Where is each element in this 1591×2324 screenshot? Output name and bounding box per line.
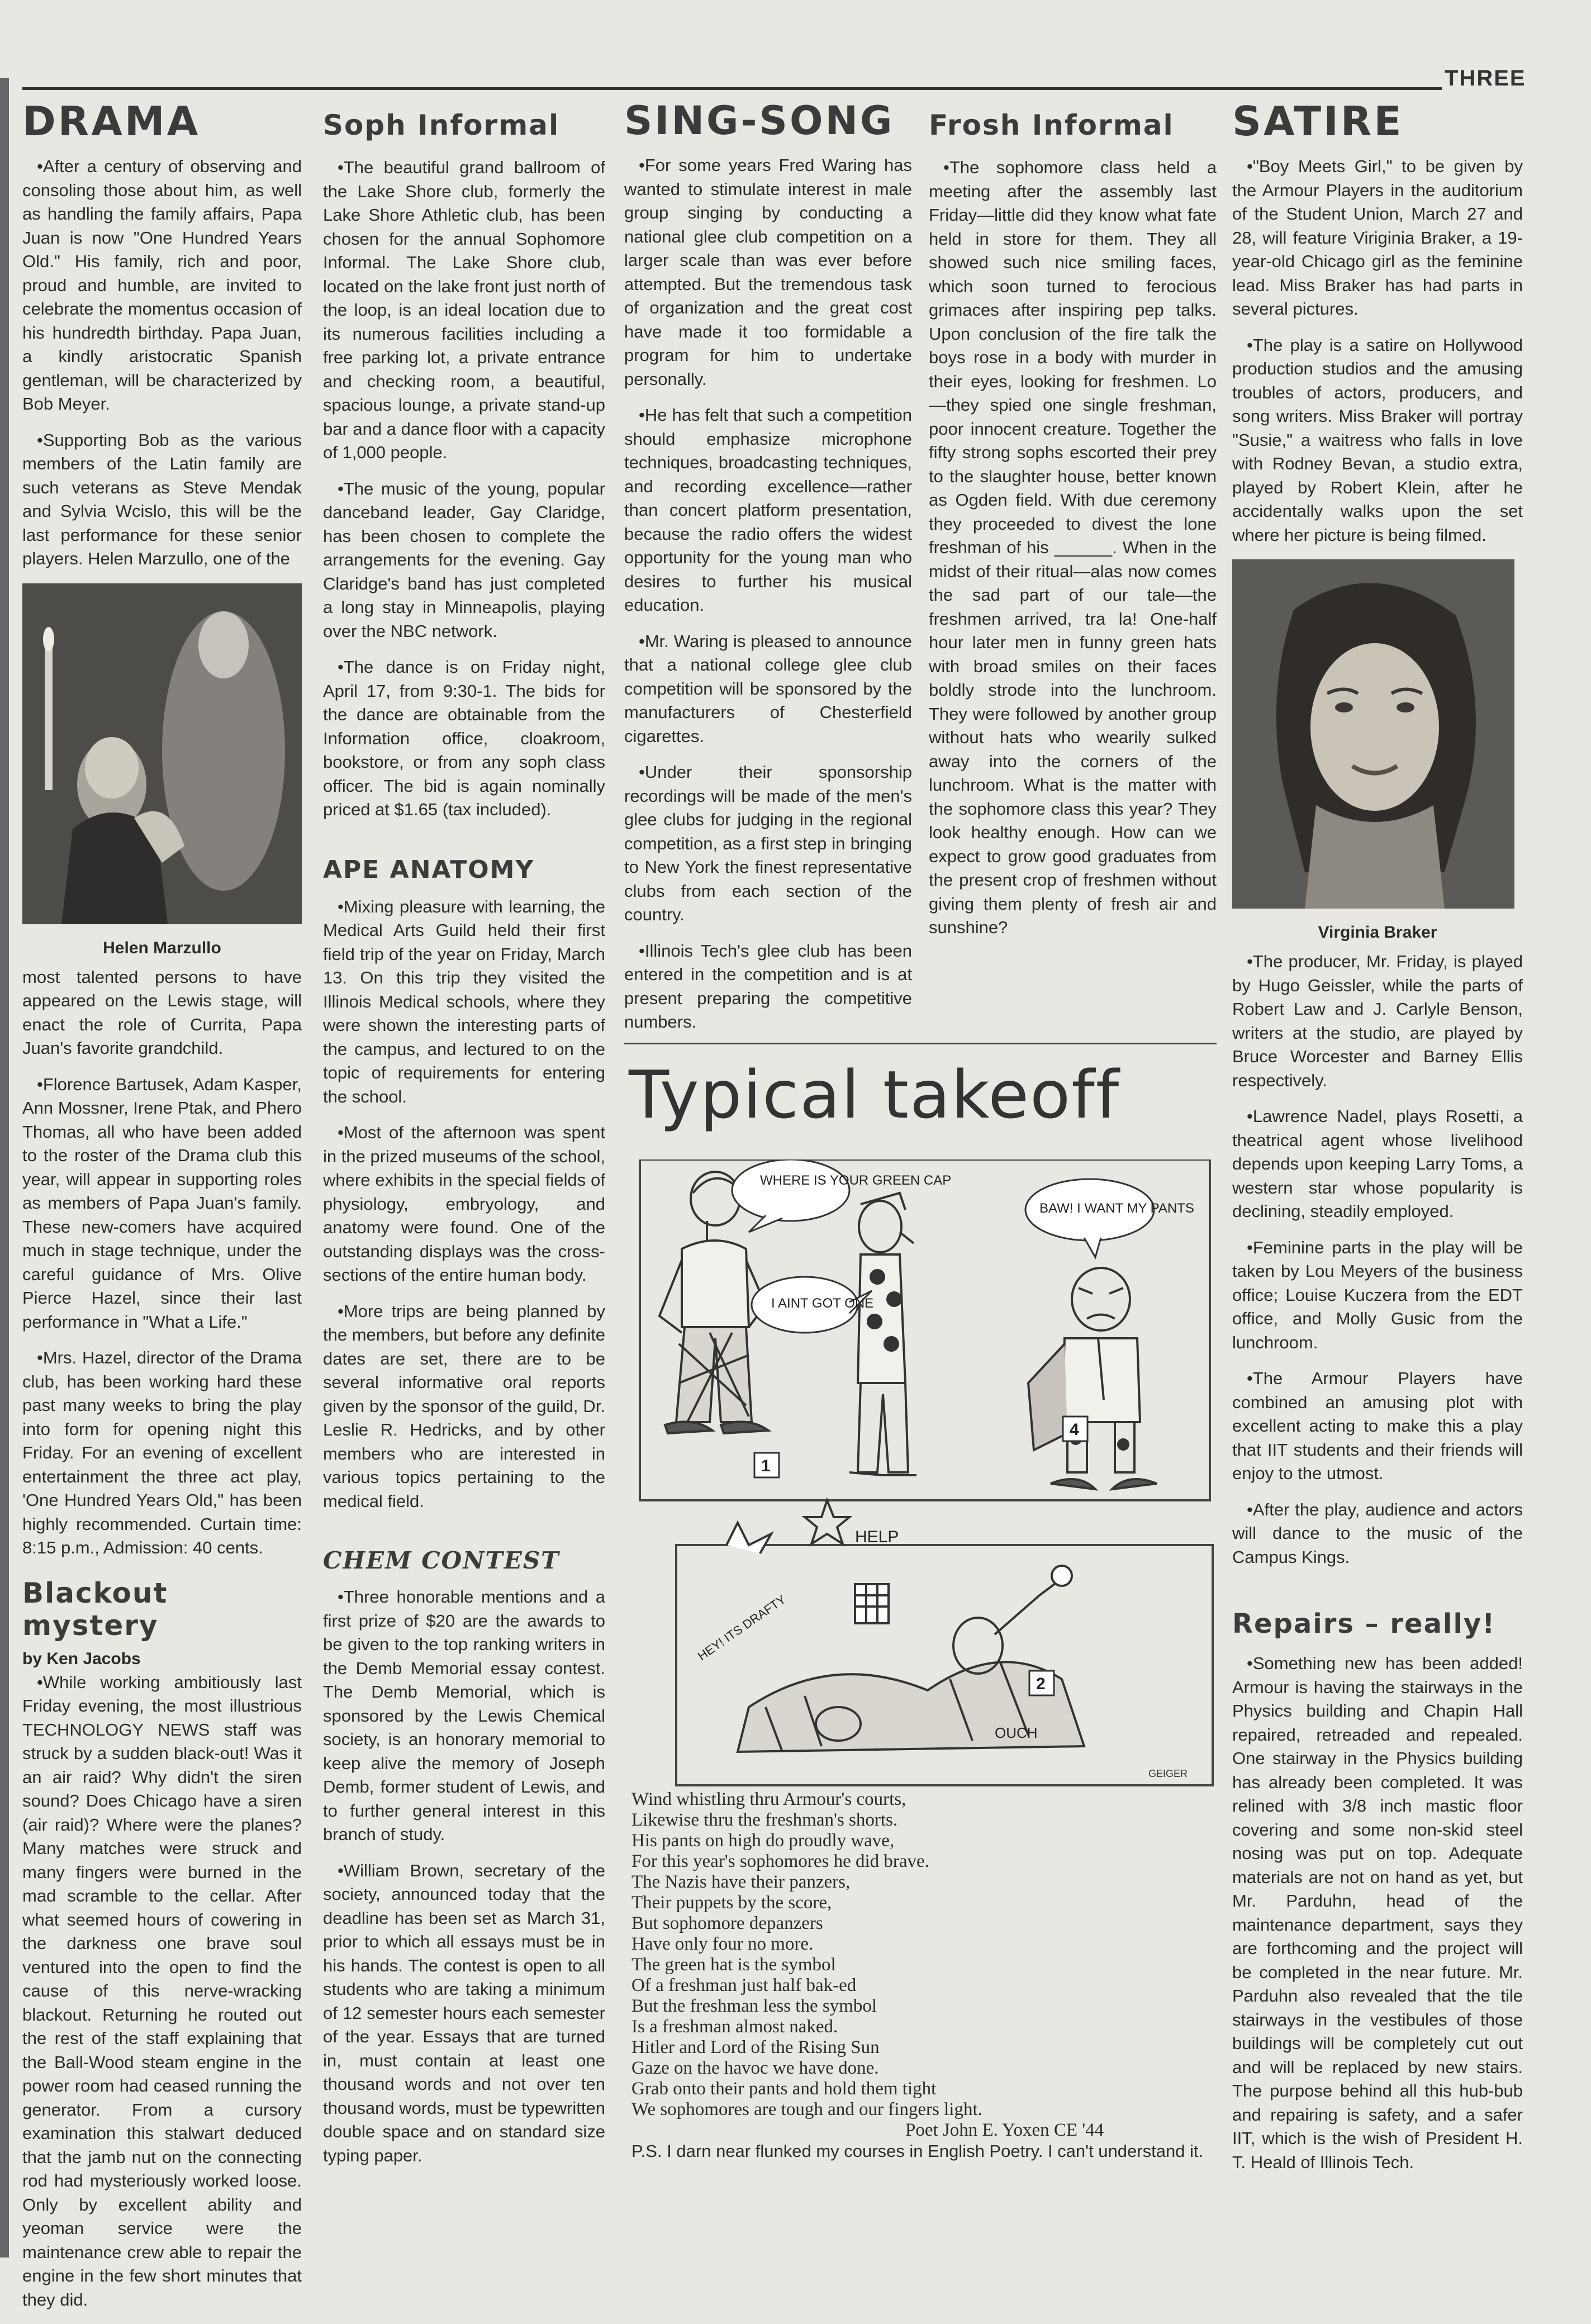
- blackout-heading: Blackout mystery: [22, 1576, 168, 1642]
- photo-caption: Virginia Braker: [1318, 923, 1437, 942]
- postscript: P.S. I darn near flunked my courses in English Poetry. I can't understand it.: [631, 2141, 1204, 2161]
- poem-line: Wind whistling thru Armour's courts,: [631, 1789, 906, 1809]
- chem-contest-heading: CHEM CONTEST: [323, 1547, 560, 1574]
- bubble-text: [760, 1173, 951, 1188]
- drama-heading: DRAMA: [22, 98, 201, 145]
- panel-number: 2: [1036, 1675, 1046, 1693]
- soph-paragraph: •The dance is on Friday night, April 17, from 9:30-1. The bids for the dance are obtainable from the Information office, cloakroom, bookstore, or from any soph class officer. The bid is again nominally priced at $1.65 (tax included).: [323, 657, 605, 819]
- sing-song-heading: SING-SONG: [624, 98, 895, 144]
- byline: by Ken Jacobs: [22, 1649, 141, 1668]
- ape-anatomy-heading: APE ANATOMY: [323, 855, 535, 884]
- poem-line: The green hat is the symbol: [631, 1955, 836, 1975]
- repairs-heading: Repairs – really!: [1232, 1608, 1496, 1639]
- cartoon-drafty: HEY! ITS DRAFTY: [695, 1592, 789, 1664]
- panel-number: 4: [1070, 1420, 1079, 1439]
- drama-paragraph: most talented persons to have appeared on the Lewis stage, will enact the role of Currita, Papa Juan's favorite grandchild.: [22, 967, 302, 1058]
- poem-line: Their puppets by the score,: [631, 1893, 832, 1913]
- poem-line: Have only four no more.: [631, 1934, 814, 1954]
- poem: [631, 1789, 1218, 2162]
- column-soph: [323, 109, 605, 2180]
- singsong-paragraph: •Under their sponsorship recordings will be made of the men's glee clubs for judging in the regional competition, as a first step in bringing to New York the finest representative clubs from each section of the country.: [624, 762, 912, 924]
- singsong-paragraph: •For some years Fred Waring has wanted to stimulate interest in male group singing by conducting a national glee club competition on a larger scale than was ever before attempted. But the tremendous task of organization and the great cost have made it too formidable a program for him to undertake personally.: [624, 155, 912, 389]
- cartoon-ouch: OUCH: [995, 1724, 1038, 1741]
- poem-line: Of a freshman just half bak-ed: [631, 1975, 857, 1995]
- chem-paragraph: •Three honorable mentions and a first prize of $20 are the awards to be given to the top ranking writers in the Demb Memorial essay contest. The Demb Memorial, which is sponsored by the Lewis Chemical society, is an honorary memorial to keep alive the memory of Joseph Demb, former student of Lewis, and to further general interest in this branch of study.: [323, 1587, 605, 1844]
- poem-line: Is a freshman almost naked.: [631, 2017, 838, 2037]
- bubble-where: WHERE IS YOUR GREEN CAP: [760, 1173, 952, 1188]
- singsong-paragraph: •Mr. Waring is pleased to announce that a national college glee club competition will be sponsored by the manufacturers of Chesterfield cigarettes.: [624, 631, 912, 746]
- satire-paragraph: •After the play, audience and actors will dance to the music of the Campus Kings.: [1232, 1499, 1523, 1567]
- section-divider: [624, 1043, 1217, 1044]
- poem-line: Hitler and Lord of the Rising Sun: [631, 2037, 880, 2057]
- blackout-paragraph: •While working ambitiously last Friday evening, the most illustrious TECHNOLOGY NEWS staff was struck by a sudden black-out! Was it an air raid? Why didn't the siren sound? Does Chicago have a siren (air raid)? Where were the planes? Many matches were struck and many fingers were burned in the mad scramble to the cellar. After what seemed hours of cowering in the darkness one brave soul ventured into the open to find the cause of this nerve-wracking blackout. Returning he routed out the rest of the staff explaining that the Ball-Wood steam engine in the power room had ceased running the generator. From a cursory examination this stalwart deduced that the jamb nut on the connecting rod had mysteriously worked loose. Only by excellent ability and yeoman service were the maintenance crew able to repair the engine in the few short minutes that they did.: [22, 1672, 302, 2309]
- ape-paragraph: •More trips are being planned by the members, but before any definite dates are set, there are to be several informative oral reports given by the sponsor of the guild, Dr. Leslie R. Hedricks, and by other members who are interested in various topics pertaining to the medical field.: [323, 1301, 605, 1511]
- ape-paragraph: •Mixing pleasure with learning, the Medical Arts Guild held their first field trip of the year on Friday, March 13. On this trip they visited the Illinois Medical schools, where they were shown the interesting parts of the campus, and lectured to on the topic of requirements for entering the school.: [323, 896, 605, 1106]
- drama-paragraph: •Mrs. Hazel, director of the Drama club, has been working hard these past many weeks to bring the play into form for opening night this Friday. For an evening of excellent entertainment the three act play, 'One Hundred Years Old," has been highly recommended. Curtain time: 8:15 p.m., Admission: 40 cents.: [22, 1348, 302, 1557]
- poem-line: But sophomore depanzers: [631, 1913, 823, 1933]
- top-rule: [22, 87, 1442, 90]
- repairs-paragraph: •Something new has been added! Armour is having the stairways in the Physics building and Chapin Hall repaired, retreaded and repealed. One stairway in the Physics building has already been completed. It was relined with 3/8 inch mastic floor covering and some non-skid steel nosing was put on top. Adequate materials are not on hand as yet, but Mr. Parduhn, head of the maintenance department, says they are forthcoming and the project will be completed in the near future. Mr. Parduhn also revealed that the tile stairways in the vestibules of those buildings will be completely cut out and will be replaced by new stairs. The purpose behind all this hub-bub and repairing is safety, and a safer IIT, which is the wish of President H. T. Heald of Illinois Tech.: [1232, 1653, 1523, 2172]
- drama-paragraph: •After a century of observing and consoling those about him, as well as handling the family affairs, Papa Juan is now "One Hundred Years Old." His family, rich and poor, proud and humble, are invited to celebrate the momentus occasion of his hundredth birthday. Papa Juan, a kindly aristocratic Spanish gentleman, will be characterized by Bob Meyer.: [22, 156, 302, 414]
- poem-line: His pants on high do proudly wave,: [631, 1831, 895, 1851]
- virginia-braker-photo: [1232, 559, 1514, 909]
- poem-line: Grab onto their pants and hold them tight: [631, 2079, 937, 2099]
- satire-paragraph: •Feminine parts in the play will be taken by Lou Meyers of the business office; Louise Kuczera from the EDT office, and Molly Gusic from the lunchroom.: [1232, 1237, 1523, 1352]
- poem-line: For this year's sophomores he did brave.: [631, 1851, 929, 1871]
- drama-paragraph: •Supporting Bob as the various members of the Latin family are such veterans as Steve Mendak and Sylvia Wcislo, this will be the last performance for these senior players. Helen Marzullo, one of the: [22, 430, 302, 568]
- poem-line: But the freshman less the symbol: [631, 1996, 877, 2016]
- drama-paragraph: •Florence Bartusek, Adam Kasper, Ann Mossner, Irene Ptak, and Phero Thomas, all who have been added to the roster of the Drama club this year, will appear in supporting roles as members of Papa Juan's family. These new-comers have acquired much in stage technique, under the careful guidance of Mrs. Olive Pierce Hazel, since their last performance in "What a Life.": [22, 1074, 302, 1332]
- bubble-aint: I AINT GOT ONE: [771, 1296, 874, 1311]
- soph-paragraph: •The beautiful grand ballroom of the Lake Shore club, formerly the Lake Shore Athletic club, has been chosen for the annual Sophomore Informal. The Lake Shore club, located on the lake front just north of the loop, is an ideal location due to its numerous facilities including a free parking lot, a private entrance and checking room, a beautiful, spacious lounge, a private stand-up bar and a dance floor with a capacity of 1,000 people.: [323, 158, 605, 462]
- satire-paragraph: •The producer, Mr. Friday, is played by Hugo Geissler, while the parts of Robert Law and J. Carlyle Benson, writers at the studio, are played by Bruce Worcester and Barney Ellis respectively.: [1232, 952, 1523, 1090]
- singsong-paragraph: •Illinois Tech's glee club has been entered in the competition and is at present preparing the competitive numbers.: [624, 940, 912, 1032]
- poem-line: Gaze on the havoc we have done.: [631, 2058, 879, 2078]
- column-satire: [1232, 98, 1523, 2187]
- frosh-informal-heading: Frosh Informal: [929, 109, 1174, 141]
- photo-caption: Helen Marzullo: [103, 938, 221, 957]
- portrait-illustration: [22, 583, 302, 924]
- typical-takeoff-headline: Typical takeoff: [629, 1056, 1120, 1133]
- column-singsong: [624, 98, 912, 1047]
- poet-credit: Poet John E. Yoxen CE '44: [905, 2120, 1104, 2140]
- ape-paragraph: •Most of the afternoon was spent in the prized museums of the school, where exhibits in the special fields of physiology, embryology, and anatomy were found. One of the outstanding displays was the cross-sections of the entire human body.: [323, 1123, 605, 1285]
- poem-line: We sophomores are tough and our fingers light.: [631, 2099, 982, 2119]
- chem-paragraph: •William Brown, secretary of the society, announced today that the deadline has been set as March 31, prior to which all essays must be in his hands. The contest is open to all students who are taking a minimum of 12 semester hours each semester of the year. Essays that are turned in, must contain at least one thousand words and not over ten thousand words, must be typewritten double space and on standard size typing paper.: [323, 1860, 605, 2165]
- column-drama: [22, 98, 302, 2324]
- soph-paragraph: •The music of the young, popular danceband leader, Gay Claridge, has been chosen to complete the arrangements for the evening. Gay Claridge's band has just completed a long stay in Minneapolis, playing over the NBC network.: [323, 478, 605, 641]
- satire-paragraph: •"Boy Meets Girl," to be given by the Armour Players in the auditorium of the Student Union, March 27 and 28, will feature Viriginia Braker, a 19-year-old Chicago girl as the feminine lead. Miss Braker has had parts in several pictures.: [1232, 156, 1523, 319]
- page-number: THREE: [1445, 66, 1526, 91]
- cartoon-drawing: [637, 1159, 1218, 1802]
- panel-number: 1: [761, 1457, 771, 1475]
- helen-marzullo-photo: [22, 583, 302, 924]
- satire-heading: SATIRE: [1232, 98, 1404, 145]
- bubble-baw: BAW! I WANT MY PANTS: [1039, 1201, 1194, 1216]
- cartoon-strip: [637, 1159, 1218, 1802]
- satire-paragraph: •The play is a satire on Hollywood production studios and the amusing troubles of actors, producers, and song writers. Miss Braker will portray "Susie," a waitress who falls in love with Rodney Bevan, a studio extra, played by Robert Klein, after he accidentally walks upon the set where her picture is being filmed.: [1232, 335, 1523, 545]
- soph-informal-heading: Soph Informal: [323, 109, 560, 141]
- poem-line: The Nazis have their panzers,: [631, 1872, 851, 1892]
- column-frosh: [929, 109, 1217, 952]
- singsong-paragraph: •He has felt that such a competition should emphasize microphone techniques, broadcasting techniques, and recording excellence—rather than concert platform presentation, because the radio offers the widest opportunity for the young man who desires to further his musical education.: [624, 405, 912, 615]
- frosh-paragraph: •The sophomore class held a meeting after the assembly last Friday—little did they know what fate held in store for them. They all showed such nice smiling faces, which soon turned to ferocious grimaces after inspiring pep talks. Upon conclusion of the fire talk the boys rose in a body with murder in their eyes, looking for freshmen. Lo—they spied one single freshman, poor innocent creature. Together the fifty strong sophs escorted their prey to the slaughter house, better known as Ogden field. With due ceremony they proceeded to divest the lone freshman of his ______. When in the midst of their ritual—alas now comes the sad part of our tale—the freshmen arrived, tra la! One-half hour later men in funny green hats with broad smiles on their faces boldly strode into the lunchroom. They were followed by another group without hats who wearily sulked away into the corners of the lunchroom. What is the matter with the sophomore class this year? They look healthy enough. How can we expect to grow good graduates from the present crop of freshmen without giving them plenty of fresh air and sunshine?: [929, 158, 1217, 937]
- satire-paragraph: •The Armour Players have combined an amusing plot with excellent acting to make this a play that IIT students and their friends will enjoy to the utmost.: [1232, 1368, 1523, 1483]
- cartoon-help: HELP: [855, 1528, 899, 1546]
- satire-paragraph: •Lawrence Nadel, plays Rosetti, a theatrical agent whose livelihood depends upon keeping Larry Toms, a western star whose popularity is declining, steadily employed.: [1232, 1106, 1523, 1221]
- binding-edge: [0, 78, 9, 2258]
- portrait-illustration: [1232, 559, 1514, 909]
- poem-line: Likewise thru the freshman's shorts.: [631, 1810, 898, 1830]
- artist-signature: GEIGER: [1148, 1768, 1188, 1779]
